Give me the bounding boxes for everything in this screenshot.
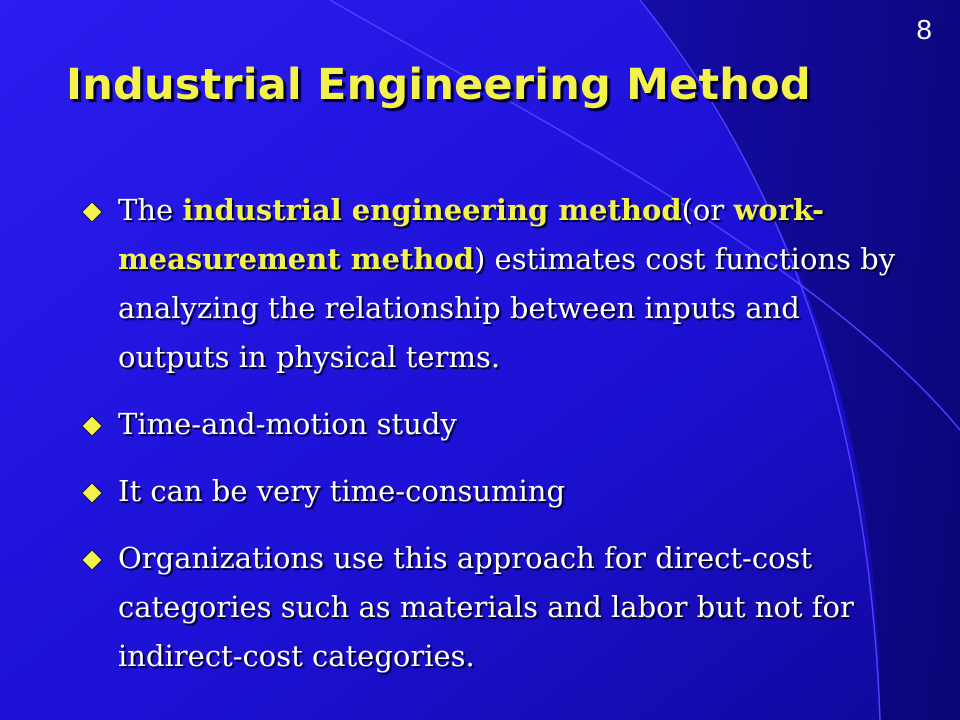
bullet-item	[80, 186, 920, 382]
diamond-bullet-icon	[82, 416, 102, 436]
bullet-list	[80, 186, 920, 699]
bullet-text: It can be very time-consuming	[118, 474, 566, 508]
bullet-item	[80, 400, 920, 449]
bullet-text: The	[118, 193, 183, 227]
bullet-text: (or	[681, 193, 734, 227]
bullet-text: ) estimates cost functions by analyzing the relationship between inputs and outputs in physical terms.	[118, 242, 896, 374]
bullet-item	[80, 467, 920, 516]
diamond-bullet-icon	[82, 550, 102, 570]
bullet-highlight-text: industrial engineering method	[182, 193, 682, 227]
page-number: 8	[916, 14, 932, 45]
bullet-text: Time-and-motion study	[118, 407, 457, 441]
bullet-item	[80, 534, 920, 681]
diamond-bullet-icon	[82, 202, 102, 222]
bullet-highlight-text: work-measurement method	[118, 193, 825, 276]
bullet-text: Organizations use this approach for direct-cost categories such as materials and labor but not for indirect-cost categories.	[118, 541, 854, 673]
diamond-bullet-icon	[82, 483, 102, 503]
slide-title: Industrial Engineering Method	[66, 60, 811, 110]
